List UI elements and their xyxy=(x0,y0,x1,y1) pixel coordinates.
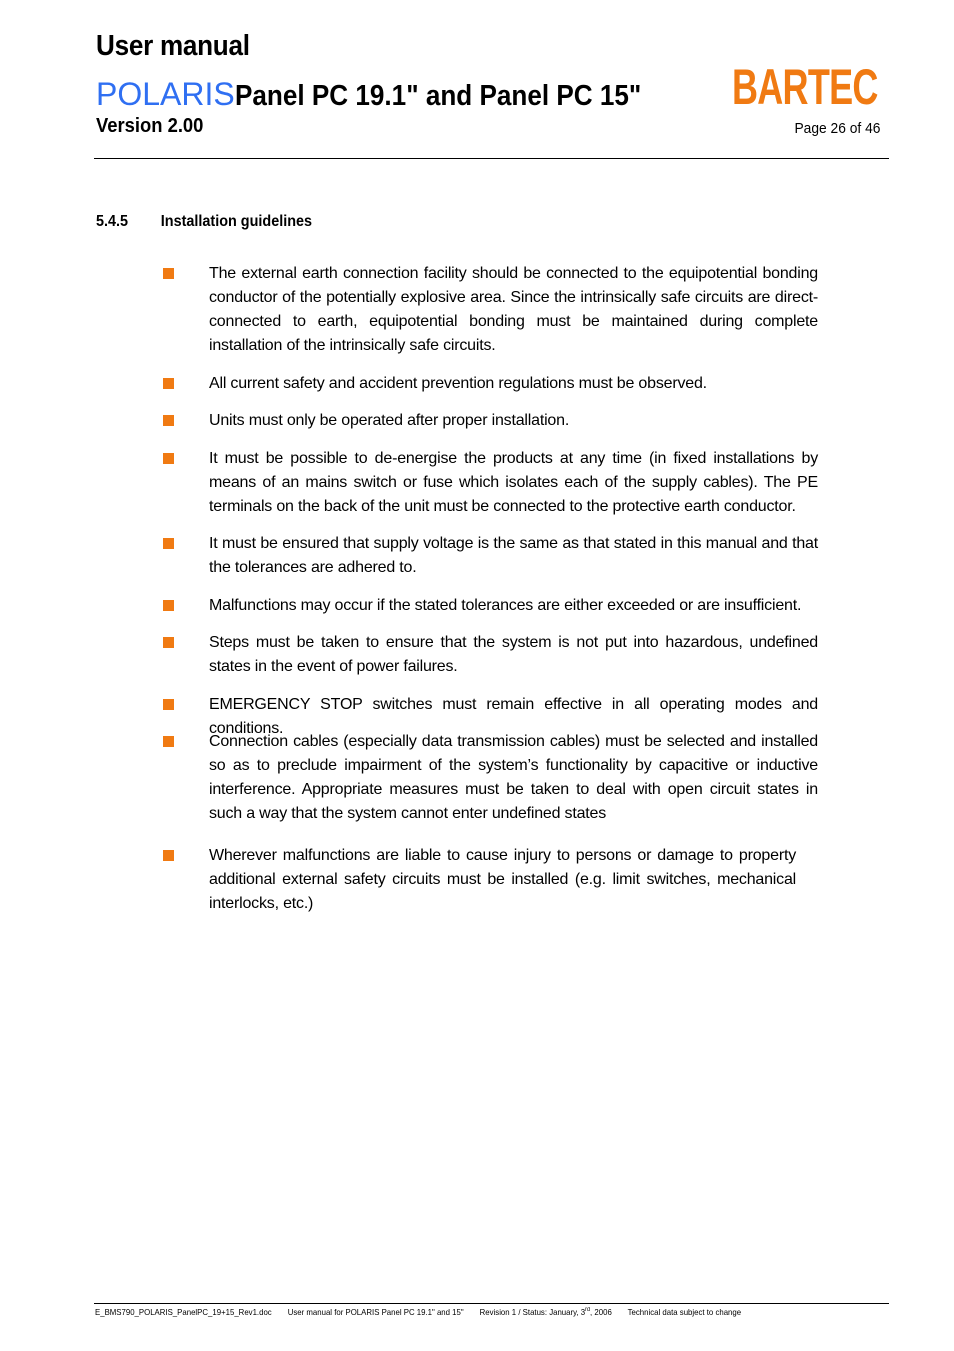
product-name: Panel PC 19.1" and Panel PC 15" xyxy=(234,80,641,112)
product-title xyxy=(96,76,686,113)
list-item-text: It must be possible to de-energise the products at any time (in fixed installations by means of an mains switch or fuse which isolates each of the supply cables). The PE terminals on the back of the unit must be connected to the protective earth conductor. xyxy=(209,450,818,515)
list-item-text: Connection cables (especially data transmission cables) must be selected and installed so as to preclude impairment of the system’s functionality by capacitive or inductive interference. Appropriate measures must be taken to deal with open circuit states in such a way that the system cannot enter undefined states xyxy=(209,733,818,822)
list-item-text: It must be ensured that supply voltage is the same as that stated in this manual and that the tolerances are adhered to. xyxy=(209,535,818,576)
footer-revision-prefix: Revision 1 / Status: January, 3 xyxy=(479,1307,586,1317)
footer-revision-suffix: , 2006 xyxy=(590,1307,612,1317)
footer-doc-title: User manual for POLARIS Panel PC 19.1" and 15" xyxy=(287,1307,464,1317)
orange-square-bullet-icon xyxy=(163,453,174,464)
document-title: User manual xyxy=(96,30,250,62)
footer-divider xyxy=(94,1303,889,1304)
footer-revision xyxy=(480,1307,612,1317)
list-item-text: Steps must be taken to ensure that the system is not put into hazardous, undefined states in the event of power failures. xyxy=(209,634,818,675)
orange-square-bullet-icon xyxy=(163,736,174,747)
orange-square-bullet-icon xyxy=(163,268,174,279)
page-footer xyxy=(95,1307,755,1317)
list-item-text: Wherever malfunctions are liable to cause injury to persons or damage to property additional external safety circuits must be installed (e.g. limit switches, mechanical interlocks, etc.) xyxy=(209,847,796,912)
list-item-text: All current safety and accident prevention regulations must be observed. xyxy=(209,375,707,392)
orange-square-bullet-icon xyxy=(163,538,174,549)
bartec-logo: BARTEC xyxy=(732,59,878,115)
footer-note: Technical data subject to change xyxy=(627,1307,742,1317)
page-number: Page 26 of 46 xyxy=(794,120,880,137)
orange-square-bullet-icon xyxy=(163,415,174,426)
header-divider xyxy=(94,158,889,159)
orange-square-bullet-icon xyxy=(163,699,174,710)
list-item-text: Units must only be operated after proper installation. xyxy=(209,412,570,429)
orange-square-bullet-icon xyxy=(163,637,174,648)
document-version: Version 2.00 xyxy=(96,115,204,137)
footer-filename: E_BMS790_POLARIS_PanelPC_19+15_Rev1.doc xyxy=(95,1307,272,1317)
list-item-text: The external earth connection facility should be connected to the equipotential bonding conductor of the potentially explosive area. Since the intrinsically safe circuits are direct-connected to earth, equipotential bonding must be maintained during complete installation of the intrinsically safe circuits. xyxy=(209,265,818,354)
section-heading xyxy=(96,213,312,231)
section-title: Installation guidelines xyxy=(160,213,313,230)
list-item-text: Malfunctions may occur if the stated tolerances are either exceeded or are insufficient. xyxy=(209,597,802,614)
orange-square-bullet-icon xyxy=(163,378,174,389)
footer-revision-sup: rd xyxy=(585,1307,591,1314)
orange-square-bullet-icon xyxy=(163,600,174,611)
orange-square-bullet-icon xyxy=(163,850,174,861)
product-brand: POLARIS xyxy=(96,76,235,112)
list-item-text: EMERGENCY STOP switches must remain effective in all operating modes and conditions. xyxy=(209,696,818,737)
section-number: 5.4.5 xyxy=(96,213,129,230)
